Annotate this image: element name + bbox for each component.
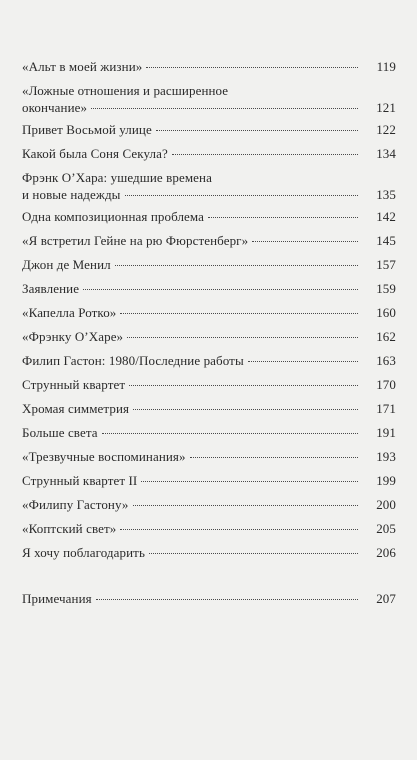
toc-page-number: 142 bbox=[376, 209, 396, 224]
toc-entry-line bbox=[22, 280, 361, 297]
dot-leader bbox=[208, 216, 358, 218]
toc-page-number: 170 bbox=[376, 377, 396, 392]
toc-entry-title: «Фрэнку О’Харе» bbox=[22, 329, 124, 344]
toc-entry-line bbox=[22, 520, 361, 537]
dot-leader bbox=[133, 408, 358, 410]
toc-entry-title: Я хочу поблагодарить bbox=[22, 545, 145, 560]
dot-leader bbox=[115, 264, 358, 266]
toc-entry[interactable] bbox=[22, 472, 396, 489]
toc-entry-title: Больше света bbox=[22, 425, 98, 440]
toc-entry-title: Джон де Менил bbox=[22, 257, 111, 272]
toc-entry-title: Заявление bbox=[22, 281, 80, 296]
dot-leader bbox=[156, 129, 358, 131]
toc-entry-line bbox=[22, 400, 361, 417]
toc-entry-title: «Коптский свет» bbox=[22, 521, 117, 536]
toc-entry-title: «Я встретил Гейне на рю Фюрстенберг» bbox=[22, 233, 249, 248]
toc-entry-title: Филип Гастон: 1980/Последние работы bbox=[22, 353, 244, 368]
toc-page-number: 134 bbox=[376, 146, 396, 161]
dot-leader bbox=[91, 107, 358, 109]
toc-page-number: 199 bbox=[376, 473, 396, 488]
toc-entry[interactable] bbox=[22, 280, 396, 297]
dot-leader bbox=[120, 528, 358, 530]
toc-entry-line bbox=[22, 590, 361, 607]
toc-entry[interactable] bbox=[22, 544, 396, 561]
toc-page-number: 171 bbox=[376, 401, 396, 416]
toc-entry[interactable] bbox=[22, 208, 396, 225]
toc-entry-line bbox=[22, 328, 361, 345]
toc-entry-line bbox=[22, 352, 361, 369]
toc-page-number: 160 bbox=[376, 305, 396, 320]
toc-entry[interactable] bbox=[22, 169, 396, 203]
toc-entry[interactable] bbox=[22, 82, 396, 116]
toc-page-number: 122 bbox=[376, 122, 396, 137]
toc-entry-title: «Альт в моей жизни» bbox=[22, 59, 143, 74]
dot-leader bbox=[146, 66, 358, 68]
toc-entry-title: Примечания bbox=[22, 591, 92, 606]
toc-entry-title: «Трезвучные воспоминания» bbox=[22, 449, 186, 464]
toc-entry[interactable] bbox=[22, 400, 396, 417]
toc-entry-line bbox=[22, 145, 361, 162]
toc-entry[interactable] bbox=[22, 448, 396, 465]
toc-entry-line bbox=[22, 424, 361, 441]
toc-entry[interactable] bbox=[22, 352, 396, 369]
dot-leader bbox=[133, 504, 358, 506]
toc-page-number: 135 bbox=[376, 187, 396, 202]
toc-entry-line bbox=[22, 58, 361, 75]
toc-entry[interactable] bbox=[22, 232, 396, 249]
toc-entry[interactable] bbox=[22, 496, 396, 513]
toc-page-number: 162 bbox=[376, 329, 396, 344]
toc-entry-title: «Капелла Ротко» bbox=[22, 305, 117, 320]
toc-page-number: 191 bbox=[376, 425, 396, 440]
toc-entry-title: Фрэнк О’Хара: ушедшие времена bbox=[22, 170, 212, 185]
toc-page-number: 163 bbox=[376, 353, 396, 368]
toc-entry-line bbox=[22, 496, 361, 513]
toc-page-number: 145 bbox=[376, 233, 396, 248]
dot-leader bbox=[120, 312, 358, 314]
toc-entry[interactable] bbox=[22, 590, 396, 607]
toc-entry[interactable] bbox=[22, 376, 396, 393]
toc-entry-line bbox=[22, 448, 361, 465]
toc-entry[interactable] bbox=[22, 145, 396, 162]
toc-entry-title: «Филипу Гастону» bbox=[22, 497, 129, 512]
toc-entry[interactable] bbox=[22, 58, 396, 75]
toc-entry-line bbox=[22, 232, 361, 249]
dot-leader bbox=[252, 240, 358, 242]
toc-entry[interactable] bbox=[22, 328, 396, 345]
toc-entry-line bbox=[22, 472, 361, 489]
toc-entry-line bbox=[22, 544, 361, 561]
toc-entry-title: Привет Восьмой улице bbox=[22, 122, 152, 137]
toc-entry[interactable] bbox=[22, 304, 396, 321]
toc-entry-title: Какой была Соня Секула? bbox=[22, 146, 168, 161]
toc-entry-title: Струнный квартет bbox=[22, 377, 126, 392]
toc-entry-line bbox=[22, 376, 361, 393]
toc-entry-line bbox=[22, 99, 361, 116]
toc-entry-title: и новые надежды bbox=[22, 187, 121, 202]
toc-page-number: 207 bbox=[376, 591, 396, 606]
dot-leader bbox=[102, 432, 358, 434]
toc-entry[interactable] bbox=[22, 256, 396, 273]
dot-leader bbox=[96, 598, 358, 600]
toc-page-number: 200 bbox=[376, 497, 396, 512]
toc-entry-title: «Ложные отношения и расширенное bbox=[22, 83, 229, 98]
toc-page-number: 205 bbox=[376, 521, 396, 536]
toc-entry-title: Одна композиционная проблема bbox=[22, 209, 205, 224]
toc-page-number: 206 bbox=[376, 545, 396, 560]
toc-entry-line bbox=[22, 256, 361, 273]
toc-page-number: 157 bbox=[376, 257, 396, 272]
dot-leader bbox=[129, 384, 358, 386]
dot-leader bbox=[248, 360, 358, 362]
toc-entry-title: Хромая симметрия bbox=[22, 401, 130, 416]
toc-page-number: 159 bbox=[376, 281, 396, 296]
dot-leader bbox=[190, 456, 358, 458]
dot-leader bbox=[125, 194, 359, 196]
dot-leader bbox=[141, 480, 358, 482]
toc-page-number: 193 bbox=[376, 449, 396, 464]
dot-leader bbox=[172, 153, 358, 155]
dot-leader bbox=[127, 336, 358, 338]
dot-leader bbox=[83, 288, 358, 290]
toc-entry-line bbox=[22, 304, 361, 321]
toc-page-number: 121 bbox=[376, 100, 396, 115]
toc-entry-line bbox=[22, 208, 361, 225]
toc-entry[interactable] bbox=[22, 520, 396, 537]
toc-entry-title: окончание» bbox=[22, 100, 88, 115]
toc-entry-title: Струнный квартет II bbox=[22, 473, 138, 488]
toc-page-number: 119 bbox=[376, 59, 396, 74]
dot-leader bbox=[149, 552, 358, 554]
toc-entry-line bbox=[22, 121, 361, 138]
toc-entry[interactable] bbox=[22, 121, 396, 138]
toc-entry[interactable] bbox=[22, 424, 396, 441]
toc-entry-line bbox=[22, 186, 361, 203]
